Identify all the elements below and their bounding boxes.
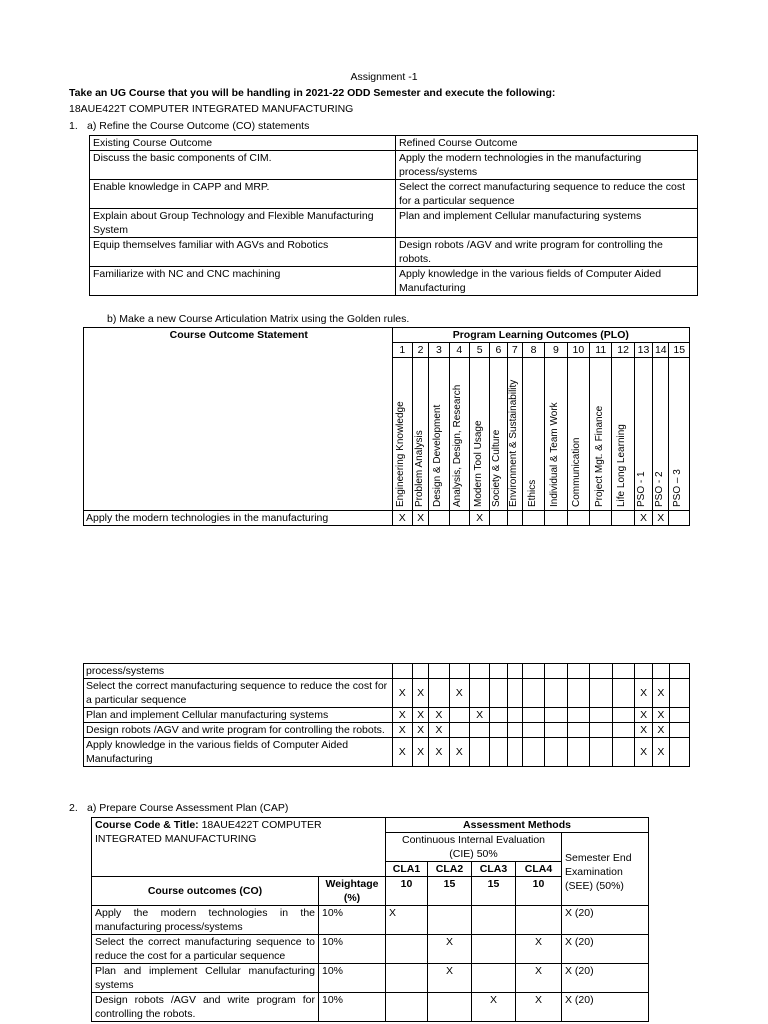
matrix-mark <box>490 511 507 526</box>
matrix-mark: X <box>392 511 412 526</box>
plo-number: 1 <box>392 343 412 358</box>
matrix-mark <box>545 511 567 526</box>
cap-co: Apply the modern technologies in the manufacturing process/systems <box>92 906 319 935</box>
refined-co: Design robots /AGV and write program for controlling the robots. <box>396 238 698 267</box>
course-outcome-table <box>89 135 698 296</box>
co-table-header <box>90 136 698 151</box>
matrix-mark: X <box>392 708 412 723</box>
matrix-mark: X <box>634 723 652 738</box>
matrix-mark <box>612 708 634 723</box>
plo-label: PSO - 1 <box>636 471 648 507</box>
cla-marks: 15 <box>428 877 472 906</box>
matrix-mark <box>567 723 589 738</box>
cap-weight: 10% <box>319 935 386 964</box>
cla-name: CLA2 <box>428 862 472 877</box>
course-title: 18AUE422T COMPUTER INTEGRATED MANUFACTURING <box>69 103 354 115</box>
course-assessment-plan <box>91 817 649 1022</box>
matrix-mark <box>522 738 544 767</box>
matrix-header-row <box>84 328 690 343</box>
matrix-mark <box>612 511 634 526</box>
matrix-mark <box>567 708 589 723</box>
assignment-heading: Assignment -1 <box>350 71 418 83</box>
matrix-mark: X <box>412 679 428 708</box>
matrix-mark <box>590 679 612 708</box>
plo-number: 8 <box>522 343 544 358</box>
plo-label: PSO - 2 <box>653 471 665 507</box>
matrix-mark <box>507 511 522 526</box>
cap-row <box>92 993 649 1022</box>
matrix-mark <box>669 738 689 767</box>
matrix-row-statement: Design robots /AGV and write program for controlling the robots. <box>84 723 393 738</box>
matrix-mark: X <box>469 511 489 526</box>
plo-label-cell <box>653 358 669 511</box>
matrix-mark: X <box>449 679 469 708</box>
co-statement-header: Course Outcome Statement <box>84 328 393 511</box>
matrix-row-statement: Apply knowledge in the various fields of Computer Aided Manufacturing <box>84 738 393 767</box>
plo-label: Society & Culture <box>491 429 503 507</box>
existing-co: Discuss the basic components of CIM. <box>90 151 396 180</box>
plo-number: 14 <box>653 343 669 358</box>
cap-cla1: X <box>386 906 428 935</box>
cap-cla2: X <box>428 935 472 964</box>
existing-co: Enable knowledge in CAPP and MRP. <box>90 180 396 209</box>
matrix-mark <box>545 679 567 708</box>
code-title-value: 18AUE422T COMPUTER INTEGRATED MANUFACTURING <box>95 819 322 845</box>
matrix-mark <box>612 679 634 708</box>
cap-see: X (20) <box>562 906 649 935</box>
plo-number: 10 <box>567 343 589 358</box>
cap-cla1 <box>386 935 428 964</box>
plo-label-cell <box>522 358 544 511</box>
matrix-row <box>84 723 690 738</box>
matrix-mark: X <box>429 738 449 767</box>
plo-number: 2 <box>412 343 428 358</box>
plo-number: 5 <box>469 343 489 358</box>
matrix-row-statement: Select the correct manufacturing sequence to reduce the cost for a particular sequence <box>84 679 393 708</box>
plo-label-cell <box>612 358 634 511</box>
q2-number: 2. <box>69 802 78 814</box>
co-row <box>90 209 698 238</box>
cla-marks: 15 <box>472 877 516 906</box>
matrix-row <box>84 708 690 723</box>
matrix-mark: X <box>653 679 669 708</box>
cap-co: Select the correct manufacturing sequence to reduce the cost for a particular sequence <box>92 935 319 964</box>
cla-name: CLA1 <box>386 862 428 877</box>
cap-weight: 10% <box>319 964 386 993</box>
existing-co-header: Existing Course Outcome <box>90 136 396 151</box>
cie-header: Continuous Internal Evaluation (CIE) 50% <box>386 833 562 862</box>
matrix-mark <box>590 738 612 767</box>
co-row <box>90 267 698 296</box>
matrix-mark: X <box>634 679 652 708</box>
cap-row <box>92 906 649 935</box>
plo-number: 9 <box>545 343 567 358</box>
matrix-mark <box>490 738 507 767</box>
q1-number: 1. <box>69 120 78 132</box>
matrix-mark <box>522 708 544 723</box>
existing-co: Explain about Group Technology and Flexible Manufacturing System <box>90 209 396 238</box>
q2-part-a-title: a) Prepare Course Assessment Plan (CAP) <box>87 802 289 814</box>
plo-label-cell <box>634 358 652 511</box>
existing-co: Familiarize with NC and CNC machining <box>90 267 396 296</box>
plo-label-cell <box>590 358 612 511</box>
matrix-mark: X <box>653 708 669 723</box>
matrix-row <box>84 738 690 767</box>
cla-marks: 10 <box>516 877 562 906</box>
matrix-mark <box>449 708 469 723</box>
matrix-mark <box>669 723 689 738</box>
matrix-mark: X <box>634 708 652 723</box>
plo-number: 13 <box>634 343 652 358</box>
matrix-mark <box>522 679 544 708</box>
plo-number: 11 <box>590 343 612 358</box>
matrix-row-statement-continued: process/systems <box>84 664 393 679</box>
plo-header: Program Learning Outcomes (PLO) <box>392 328 689 343</box>
plo-label: Engineering Knowledge <box>395 401 407 507</box>
plo-label: Project Mgt. & Finance <box>593 405 605 507</box>
course-code-title-cell <box>92 818 386 877</box>
matrix-mark: X <box>412 511 428 526</box>
matrix-mark <box>469 679 489 708</box>
cap-cla3 <box>472 935 516 964</box>
cla-marks: 10 <box>386 877 428 906</box>
code-title-label: Course Code & Title: <box>95 819 199 831</box>
plo-number: 3 <box>429 343 449 358</box>
refined-co: Apply the modern technologies in the manufacturing process/systems <box>396 151 698 180</box>
matrix-mark <box>522 511 544 526</box>
cap-row <box>92 964 649 993</box>
matrix-mark: X <box>429 708 449 723</box>
plo-label: Environment & Sustainability <box>507 379 519 507</box>
plo-label: Analysis, Design, Research <box>452 384 464 507</box>
cla-name: CLA4 <box>516 862 562 877</box>
cap-cla2 <box>428 906 472 935</box>
plo-label-cell <box>545 358 567 511</box>
matrix-mark <box>669 708 689 723</box>
refined-co-header: Refined Course Outcome <box>396 136 698 151</box>
matrix-mark <box>545 738 567 767</box>
instruction-text: Take an UG Course that you will be handling in 2021-22 ODD Semester and execute the following: <box>69 87 556 99</box>
matrix-row-statement: Plan and implement Cellular manufacturing systems <box>84 708 393 723</box>
cap-co: Design robots /AGV and write program for controlling the robots. <box>92 993 319 1022</box>
cap-cla1 <box>386 993 428 1022</box>
co-header: Course outcomes (CO) <box>92 877 319 906</box>
articulation-matrix-continued <box>83 663 690 767</box>
refined-co: Plan and implement Cellular manufacturing systems <box>396 209 698 238</box>
matrix-row <box>84 511 690 526</box>
matrix-mark <box>567 679 589 708</box>
matrix-mark: X <box>653 738 669 767</box>
matrix-row-continued <box>84 664 690 679</box>
matrix-mark <box>545 723 567 738</box>
cap-cla3 <box>472 906 516 935</box>
matrix-mark <box>590 511 612 526</box>
matrix-mark: X <box>392 738 412 767</box>
matrix-mark: X <box>412 723 428 738</box>
matrix-mark <box>545 708 567 723</box>
cla-name: CLA3 <box>472 862 516 877</box>
co-row <box>90 180 698 209</box>
plo-number: 12 <box>612 343 634 358</box>
q1-part-b-title: b) Make a new Course Articulation Matrix using the Golden rules. <box>107 313 410 325</box>
plo-label: Ethics <box>526 479 538 507</box>
matrix-row-statement: Apply the modern technologies in the manufacturing <box>84 511 393 526</box>
matrix-mark: X <box>469 708 489 723</box>
plo-number: 7 <box>507 343 522 358</box>
plo-number: 6 <box>490 343 507 358</box>
cap-cla4: X <box>516 993 562 1022</box>
cap-cla4: X <box>516 964 562 993</box>
cap-weight: 10% <box>319 906 386 935</box>
matrix-mark <box>669 679 689 708</box>
plo-label-cell <box>469 358 489 511</box>
matrix-mark <box>507 679 522 708</box>
cap-cla4: X <box>516 935 562 964</box>
plo-label: Problem Analysis <box>413 430 425 507</box>
matrix-mark: X <box>412 738 428 767</box>
plo-label: Life Long Learning <box>616 424 628 507</box>
matrix-mark <box>449 511 469 526</box>
plo-label: Modern Tool Usage <box>472 420 484 507</box>
assessment-methods-header: Assessment Methods <box>386 818 649 833</box>
co-row <box>90 151 698 180</box>
matrix-mark: X <box>429 723 449 738</box>
plo-number: 15 <box>669 343 690 358</box>
plo-label-cell <box>392 358 412 511</box>
cap-cla1 <box>386 964 428 993</box>
matrix-mark: X <box>653 723 669 738</box>
matrix-mark: X <box>634 738 652 767</box>
plo-label-cell <box>567 358 589 511</box>
matrix-mark <box>590 723 612 738</box>
matrix-mark: X <box>449 738 469 767</box>
refined-co: Apply knowledge in the various fields of Computer Aided Manufacturing <box>396 267 698 296</box>
matrix-mark <box>669 511 690 526</box>
plo-label-cell <box>507 358 522 511</box>
matrix-mark <box>507 708 522 723</box>
cap-cla2: X <box>428 964 472 993</box>
matrix-mark <box>507 738 522 767</box>
plo-number: 4 <box>449 343 469 358</box>
matrix-mark <box>522 723 544 738</box>
cap-see: X (20) <box>562 935 649 964</box>
cap-row <box>92 935 649 964</box>
matrix-mark <box>567 511 589 526</box>
matrix-mark <box>469 738 489 767</box>
plo-label-cell <box>669 358 690 511</box>
plo-label-cell <box>490 358 507 511</box>
matrix-mark <box>490 708 507 723</box>
matrix-mark <box>429 679 449 708</box>
cap-cla3 <box>472 964 516 993</box>
co-row <box>90 238 698 267</box>
cap-see: X (20) <box>562 964 649 993</box>
matrix-mark <box>490 679 507 708</box>
cap-weight: 10% <box>319 993 386 1022</box>
cap-cla4 <box>516 906 562 935</box>
plo-label: Communication <box>571 437 583 507</box>
see-header: Semester End Examination (SEE) (50%) <box>562 833 649 906</box>
matrix-mark: X <box>392 679 412 708</box>
matrix-mark <box>590 708 612 723</box>
matrix-mark <box>612 723 634 738</box>
plo-label-cell <box>429 358 449 511</box>
matrix-mark <box>567 738 589 767</box>
matrix-mark: X <box>392 723 412 738</box>
cap-co: Plan and implement Cellular manufacturing systems <box>92 964 319 993</box>
cap-cla3: X <box>472 993 516 1022</box>
plo-label-cell <box>412 358 428 511</box>
weightage-header: Weightage (%) <box>319 877 386 906</box>
matrix-mark <box>490 723 507 738</box>
matrix-mark: X <box>412 708 428 723</box>
plo-label: Individual & Team Work <box>548 402 560 507</box>
cap-see: X (20) <box>562 993 649 1022</box>
plo-label: Design & Development <box>431 404 443 507</box>
matrix-mark <box>469 723 489 738</box>
matrix-row <box>84 679 690 708</box>
matrix-mark <box>612 738 634 767</box>
matrix-mark: X <box>634 511 652 526</box>
cap-cla2 <box>428 993 472 1022</box>
existing-co: Equip themselves familiar with AGVs and Robotics <box>90 238 396 267</box>
matrix-mark <box>429 511 449 526</box>
matrix-mark <box>507 723 522 738</box>
articulation-matrix <box>83 327 690 526</box>
refined-co: Select the correct manufacturing sequence to reduce the cost for a particular sequence <box>396 180 698 209</box>
plo-label: PSO – 3 <box>672 469 684 507</box>
matrix-mark: X <box>653 511 669 526</box>
matrix-mark <box>449 723 469 738</box>
q1-part-a-title: a) Refine the Course Outcome (CO) statements <box>87 120 310 132</box>
plo-label-cell <box>449 358 469 511</box>
